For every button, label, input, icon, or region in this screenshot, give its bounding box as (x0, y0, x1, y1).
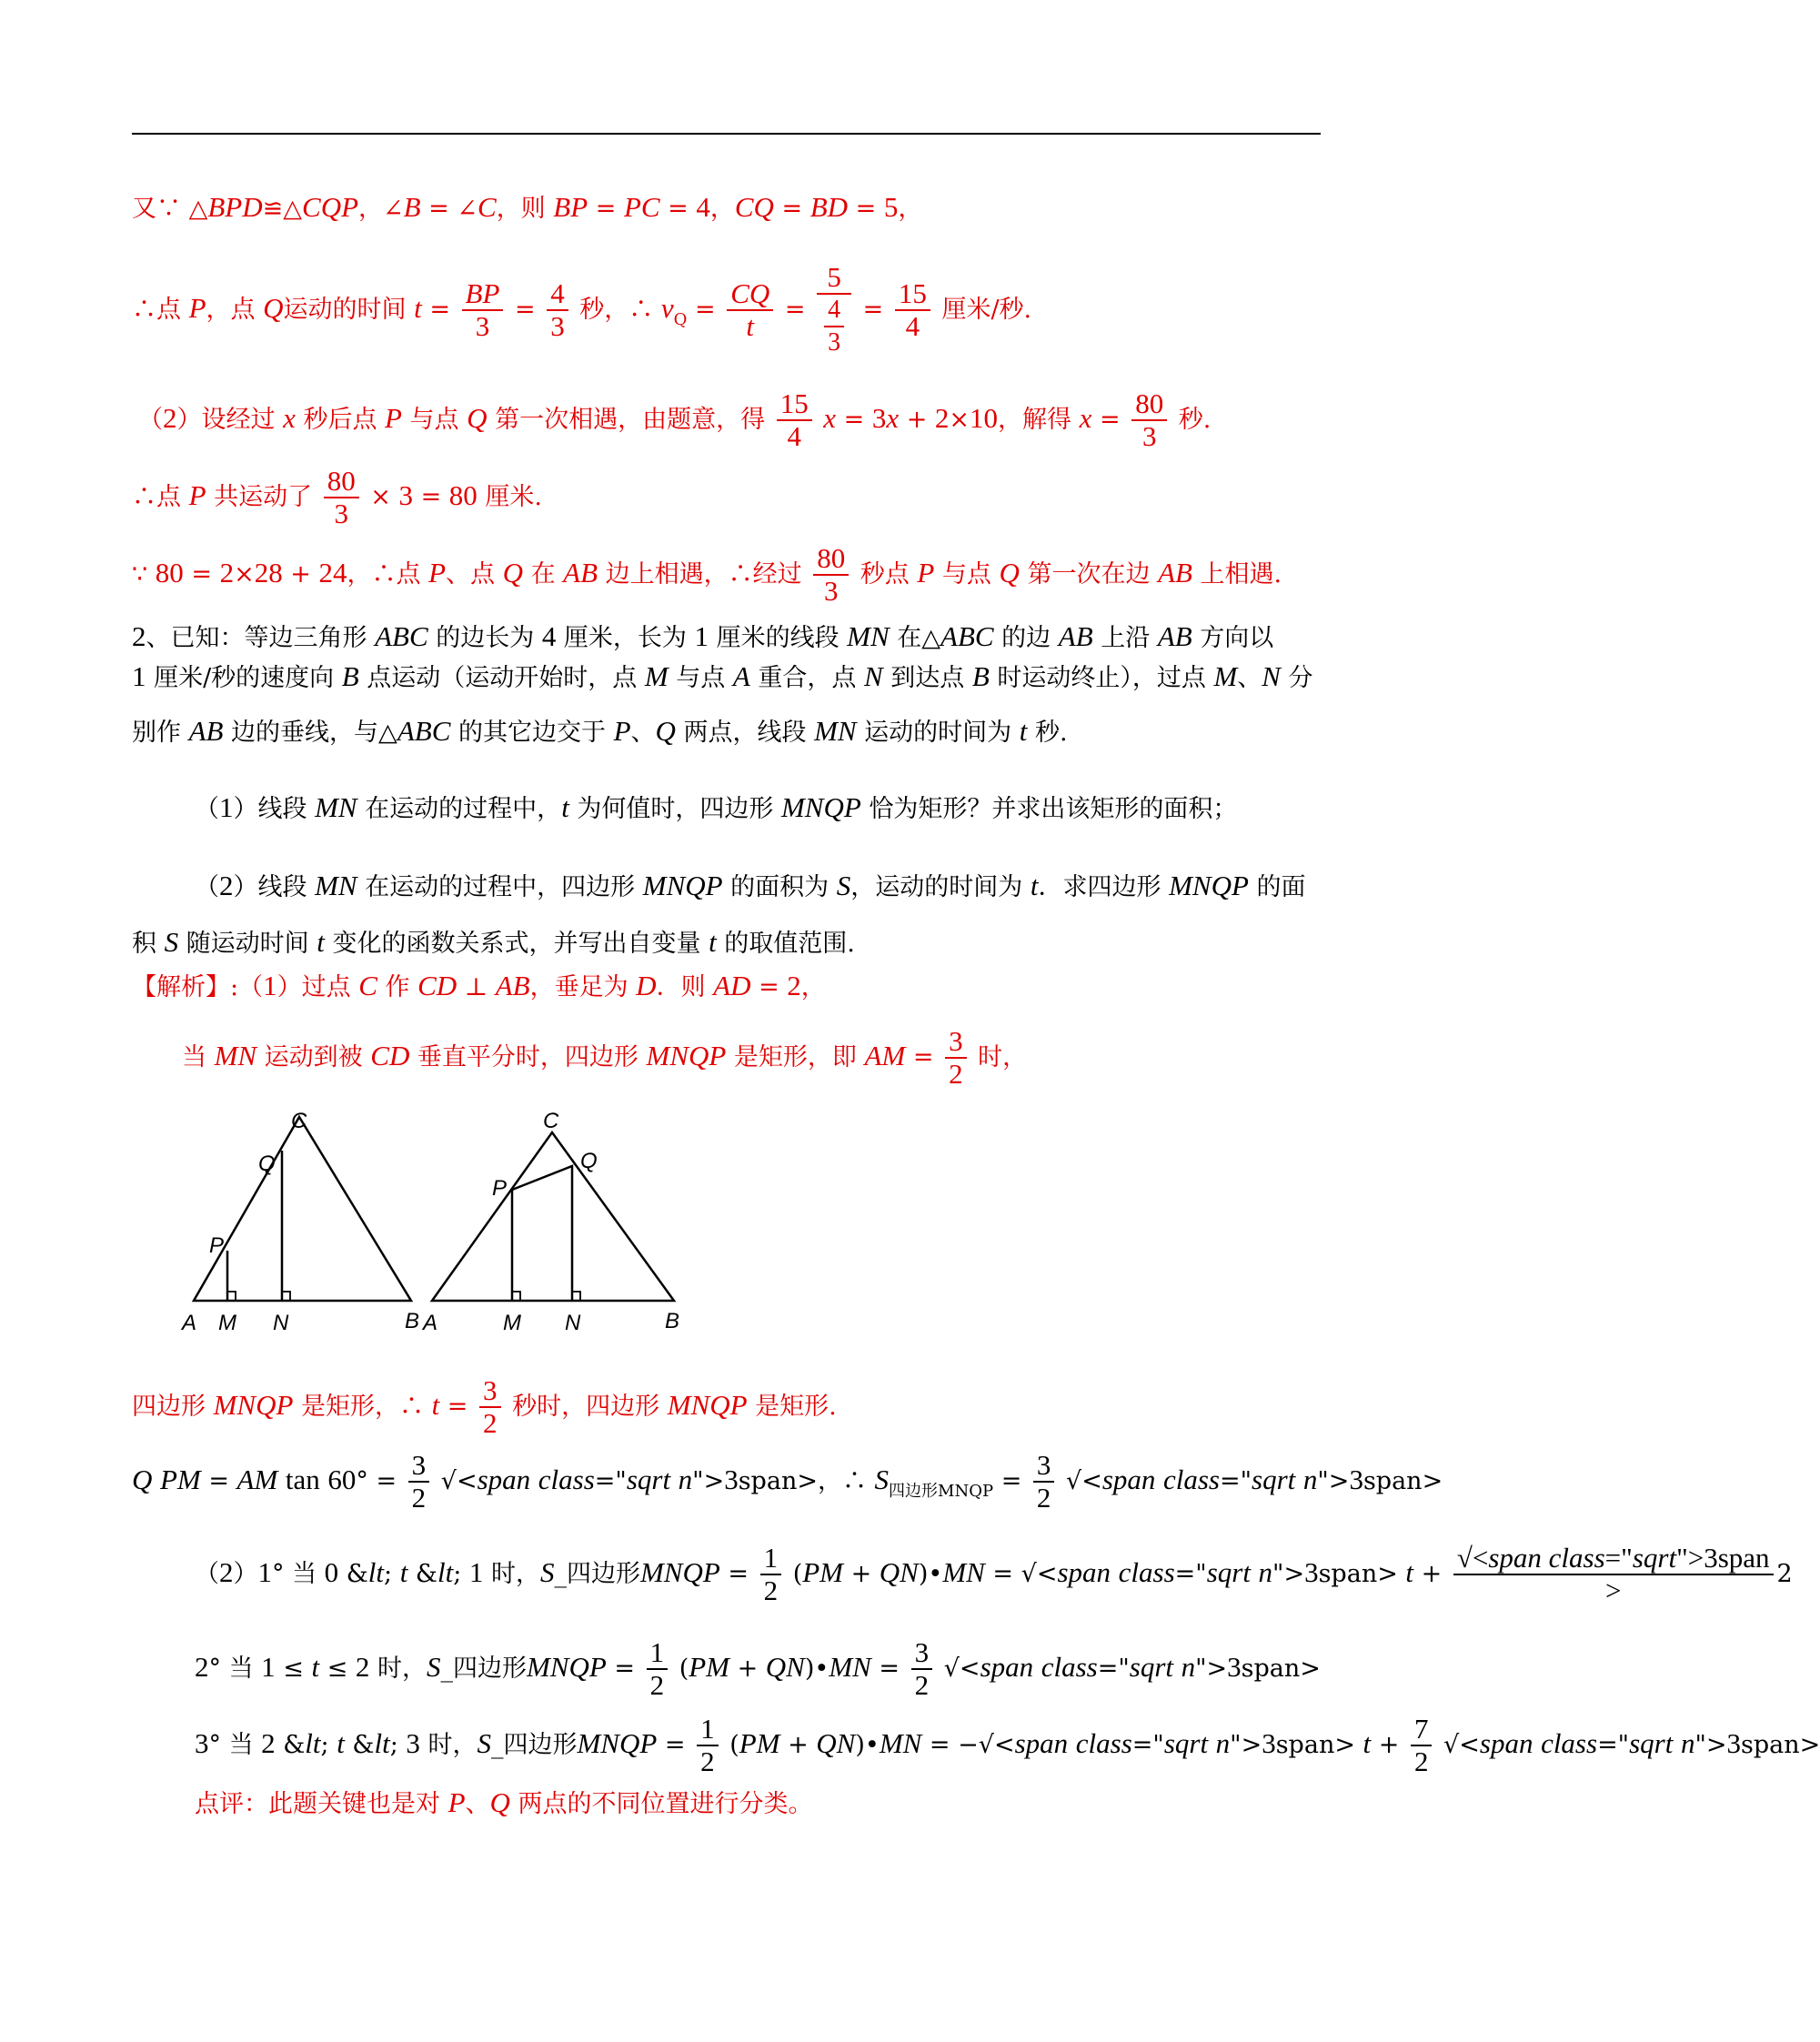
problem2-part1 (195, 790, 1237, 828)
solution-line-4 (132, 466, 542, 529)
label-a-2: A (423, 1311, 438, 1335)
case-line-1-text: （2）1° 当 0 &lt; t &lt; 1 时，S_四边形MNQP = $\frac{1}{2}$ (PM + QN)•MN = √<span class="sqrt n">3span> t + √<span class="sqrt">3span >2 (195, 1542, 1793, 1606)
line-4-text: ∴点 P 共运动了 $\frac{80}{3}$ × 3 = 80 厘米. (132, 465, 542, 529)
header-rule (132, 133, 1321, 135)
comment-line (195, 1785, 813, 1823)
problem2-line-3-text: 别作 AB 边的垂线，与△ABC 的其它边交于 P、Q 两点，线段 MN 运动的时间为 t 秒. (132, 715, 1068, 747)
problem2-part2-line-1-text: （2）线段 MN 在运动的过程中，四边形 MNQP 的面积为 S，运动的时间为 t．求四边形 MNQP 的面 (195, 870, 1306, 901)
label-n-2: N (565, 1311, 581, 1335)
segment-pq-qn-2 (512, 1166, 572, 1301)
triangle-abc-1 (194, 1117, 411, 1301)
problem2-part2-line-2-text: 积 S 随运动时间 t 变化的函数关系式，并写出自变量 t 的取值范围. (132, 926, 855, 958)
label-c-1: C (291, 1109, 307, 1133)
label-q-2: Q (580, 1149, 598, 1173)
case-line-3 (195, 1714, 1820, 1777)
comment-line-text: 点评：此题关键也是对 P、Q 两点的不同位置进行分类。 (195, 1786, 813, 1818)
solution-line-5 (132, 543, 1282, 607)
solution-line-3 (138, 388, 1211, 452)
case-line-1 (195, 1543, 1793, 1606)
line-2-text: ∴点 P，点 Q运动的时间 t = $\frac{BP}{3}$ = $\frac{4}{3}$ 秒，∴ $v_Q$ = $\frac{CQ}{t}$ = $\frac{5}{\frac{4}{3}}$ = $\frac{15}{4}$ 厘米/秒. (132, 261, 1032, 357)
label-n-1: N (273, 1311, 289, 1335)
label-p-1: P (209, 1233, 225, 1258)
problem2-line-3 (132, 713, 1068, 751)
problem2-line-2 (132, 659, 1313, 697)
label-c-2: C (543, 1109, 559, 1133)
label-p-2: P (492, 1176, 508, 1201)
label-m-2: M (503, 1311, 521, 1335)
problem2-part1-text: （1）线段 MN 在运动的过程中，t 为何值时，四边形 MNQP 恰为矩形？并求出该矩形的面积； (195, 791, 1238, 823)
line-3-text: （2）设经过 x 秒后点 P 与点 Q 第一次相遇，由题意，得 $\frac{15}{4}$ x = 3x + 2×10，解得 x = $\frac{80}{3}$ 秒. (138, 387, 1212, 452)
problem2-line-1 (132, 619, 1273, 657)
line-1-text: 又∵ △BPD≌△CQP，∠B = ∠C，则 BP = PC = 4，CQ = BD = 5， (132, 191, 923, 223)
right-angle-m-1 (227, 1292, 236, 1301)
conclusion-line-1-text: 四边形 MNQP 是矩形，∴ t = $\frac{3}{2}$ 秒时，四边形 MNQP 是矩形. (132, 1374, 837, 1439)
conclusion-line-1 (132, 1375, 837, 1439)
label-m-1: M (218, 1311, 236, 1335)
label-q-1: Q (258, 1152, 276, 1176)
solution-line-1 (132, 189, 922, 227)
triangle-abc-2 (432, 1132, 674, 1301)
right-angle-m-2 (512, 1292, 520, 1301)
conclusion-line-2-text: Q PM = AM tan 60° = $\frac{3}{2}$ √<span class="sqrt n">3span>，∴ $S_{四边形MNQP}$ = $\frac{3}{2}$ √<span class="sqrt n">3span> (132, 1449, 1443, 1514)
case-line-3-text: 3° 当 2 &lt; t &lt; 3 时，S_四边形MNQP = $\frac{1}{2}$ (PM + QN)•MN = −√<span class="sqrt n">3span> t + $\frac{7}{2}$ √<span class="sqrt n">3span> (195, 1713, 1820, 1777)
problem2-part2-line-1 (195, 868, 1306, 906)
analysis-line-1 (132, 968, 826, 1006)
label-b-1: B (405, 1309, 420, 1333)
analysis-line-2 (182, 1026, 1027, 1090)
analysis-line-2-text: 当 MN 运动到被 CD 垂直平分时，四边形 MNQP 是矩形，即 AM = $\frac{3}{2}$ 时， (182, 1025, 1028, 1090)
right-angle-n-2 (572, 1292, 580, 1301)
case-line-2-text: 2° 当 1 ≤ t ≤ 2 时，S_四边形MNQP = $\frac{1}{2}$ (PM + QN)•MN = $\frac{3}{2}$ √<span class="sqrt n">3span> (195, 1636, 1321, 1701)
figure-1 (194, 1117, 411, 1301)
figure-labels (180, 1109, 679, 1335)
solution-line-2 (132, 262, 1031, 358)
problem2-line-2-text: 1 厘米/秒的速度向 B 点运动（运动开始时，点 M 与点 A 重合，点 N 到达点 B 时运动终止），过点 M、N 分 (132, 660, 1313, 692)
problem2-part2-line-2 (132, 924, 855, 962)
label-a-1: A (182, 1311, 197, 1335)
line-5-text: ∵ 80 = 2×28 + 24，∴点 P、点 Q 在 AB 边上相遇，∴经过 $\frac{80}{3}$ 秒点 P 与点 Q 第一次在边 AB 上相遇. (132, 542, 1282, 607)
problem2-line-1-text: 2、已知：等边三角形 ABC 的边长为 4 厘米，长为 1 厘米的线段 MN 在△ABC 的边 AB 上沿 AB 方向以 (132, 620, 1274, 652)
conclusion-line-2 (132, 1450, 1443, 1514)
label-b-2: B (665, 1309, 680, 1333)
case-line-2 (195, 1637, 1321, 1701)
analysis-line-1-text: 【解析】:（1）过点 C 作 CD ⊥ AB，垂足为 D．则 AD = 2， (132, 970, 826, 1001)
figure-2 (432, 1132, 674, 1301)
right-angle-n-1 (282, 1292, 290, 1301)
